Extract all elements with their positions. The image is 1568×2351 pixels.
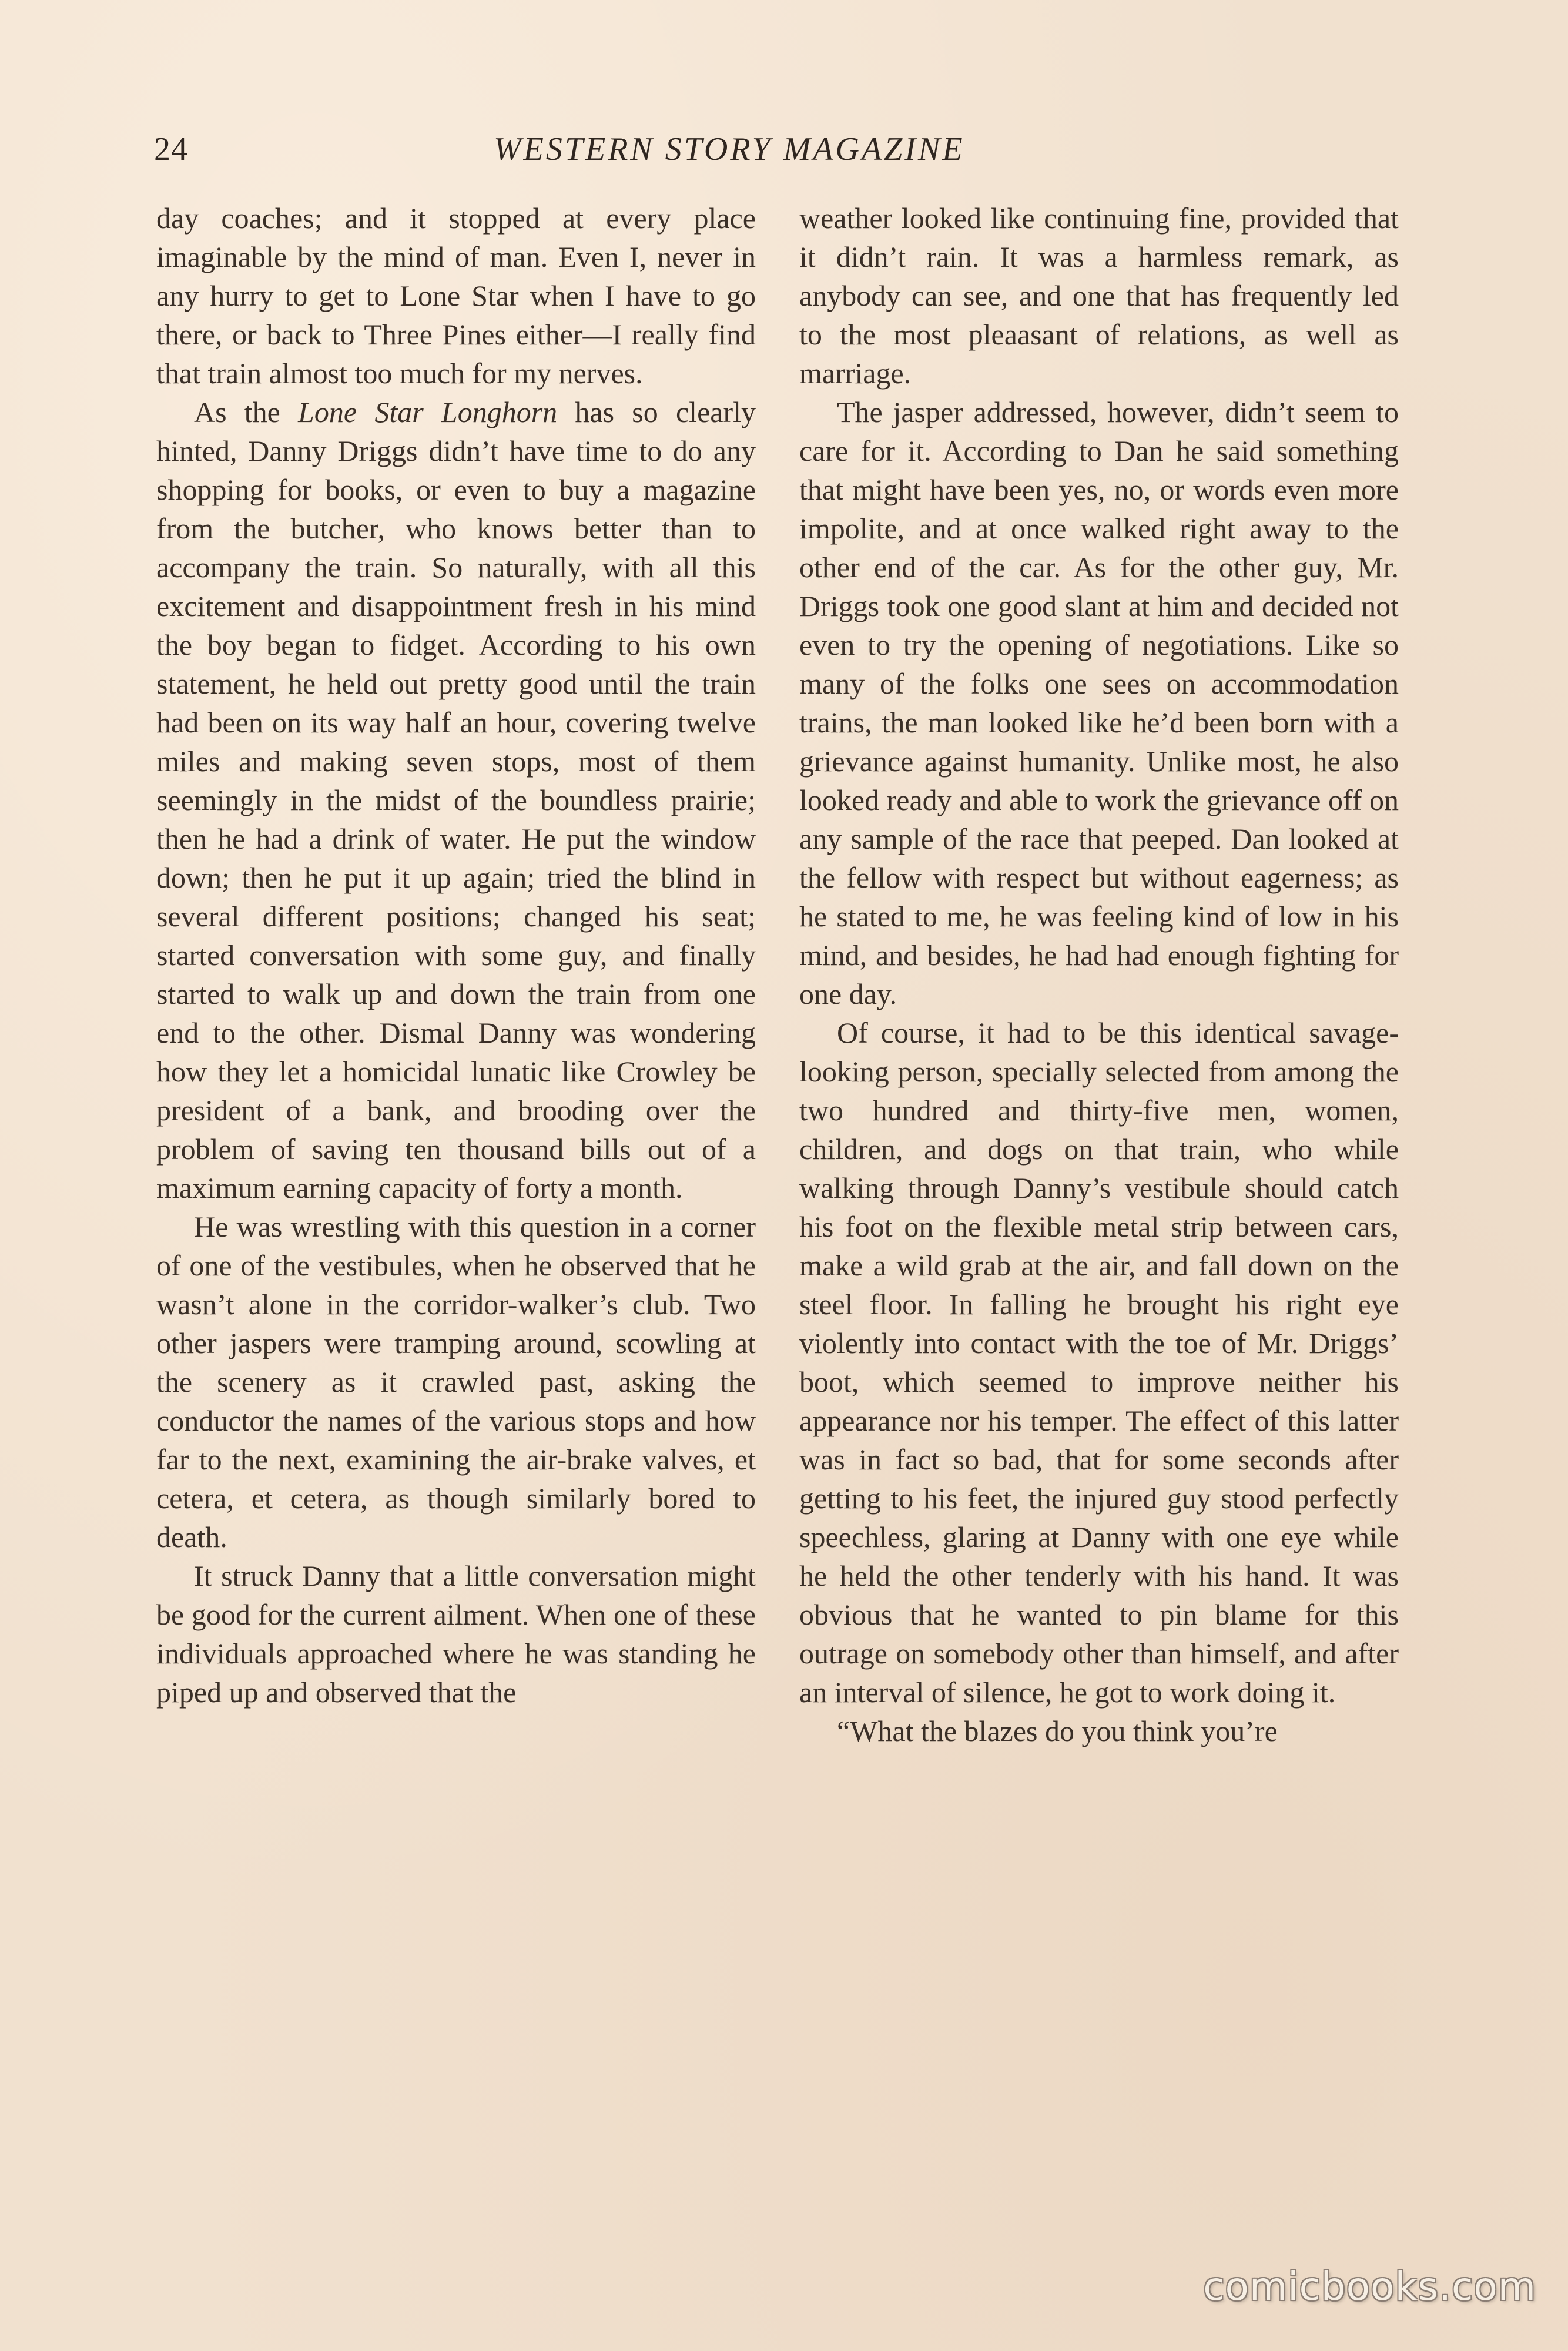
watermark: comicbooks.com <box>1203 2264 1536 2309</box>
paragraph-left-4: It struck Danny that a little conversation might be good for the current ailment. When one of these individuals approached where he was standing he piped up and observed that the <box>156 1559 756 1709</box>
running-title: WESTERN STORY MAGAZINE <box>494 131 965 168</box>
newspaper-title: Lone Star Longhorn <box>298 396 558 428</box>
paragraph-right-4: “What the blazes do you think you’re <box>837 1714 1278 1747</box>
left-column <box>156 199 756 1712</box>
paragraph-left-2-start: As the <box>194 396 299 428</box>
paragraph-left-3: He was wrestling with this question in a corner of one of the vestibules, when he observed that he wasn’t alone in the corridor-walker’s club. Two other jaspers were tramping around, scowling at the scenery as it crawled past, asking the conductor the names of the various stops and how far to the next, examining the air-brake valves, et cetera, et cetera, as though similarly bored to death. <box>156 1210 756 1553</box>
paragraph-left-2 <box>156 393 756 1207</box>
paragraph-left-1: day coaches; and it stopped at every place imaginable by the mind of man. Even I, never in any hurry to get to Lone Star when I have to go there, or back to Three Pines either—I really find that train almost too much for my nerves. <box>156 202 756 390</box>
paragraph-left-2-rest: has so clearly hinted, Danny Driggs didn’t have time to do any shopping for books, or even to buy a magazine from the butcher, who knows better than to accompany the train. So naturally, with all this excitement and disappointment fresh in his mind the boy began to fidget. According to his own statement, he held out pretty good until the train had been on its way half an hour, covering twelve miles and making seven stops, most of them seemingly in the midst of the boundless prairie; then he had a drink of water. He put the window down; then he put it up again; tried the blind in several different positions; changed his seat; started conversation with some guy, and finally started to walk up and down the train from one end to the other. Dismal Danny was wondering how they let a homicidal lunatic like Crowley be president of a bank, and brooding over the problem of saving ten thousand bills out of a maximum earning capacity of forty a month. <box>156 396 756 1204</box>
paragraph-right-1: weather looked like continuing fine, provided that it didn’t rain. It was a harmless remark, as anybody can see, and one that has frequently led to the most pleaasant of relations, as well as marriage. <box>799 202 1399 390</box>
page-number: 24 <box>154 131 188 168</box>
right-column <box>799 199 1399 1750</box>
paragraph-right-2: The jasper addressed, however, didn’t seem to care for it. According to Dan he said something that might have been yes, no, or words even more impolite, and at once walked right away to the other end of the car. As for the other guy, Mr. Driggs took one good slant at him and decided not even to try the opening of negotiations. Like so many of the folks one sees on accommodation trains, the man looked like he’d been born with a grievance against humanity. Unlike most, he also looked ready and able to work the grievance off on any sample of the race that peeped. Dan looked at the fellow with respect but without eagerness; as he stated to me, he was feeling kind of low in his mind, and besides, he had had enough fighting for one day. <box>799 396 1399 1010</box>
paragraph-right-3: Of course, it had to be this identical savage-looking person, specially selected from among the two hundred and thirty-five men, women, children, and dogs on that train, who while walking through Danny’s vestibule should catch his foot on the flexible metal strip between cars, make a wild grab at the air, and fall down on the steel floor. In falling he brought his right eye violently into contact with the toe of Mr. Driggs’ boot, which seemed to improve neither his appearance nor his temper. The effect of this latter was in fact so bad, that for some seconds after getting to his feet, the injured guy stood perfectly speechless, glaring at Danny with one eye while he held the other tenderly with his hand. It was obvious that he wanted to pin blame for this outrage on somebody other than himself, and after an interval of silence, he got to work doing it. <box>799 1016 1399 1709</box>
